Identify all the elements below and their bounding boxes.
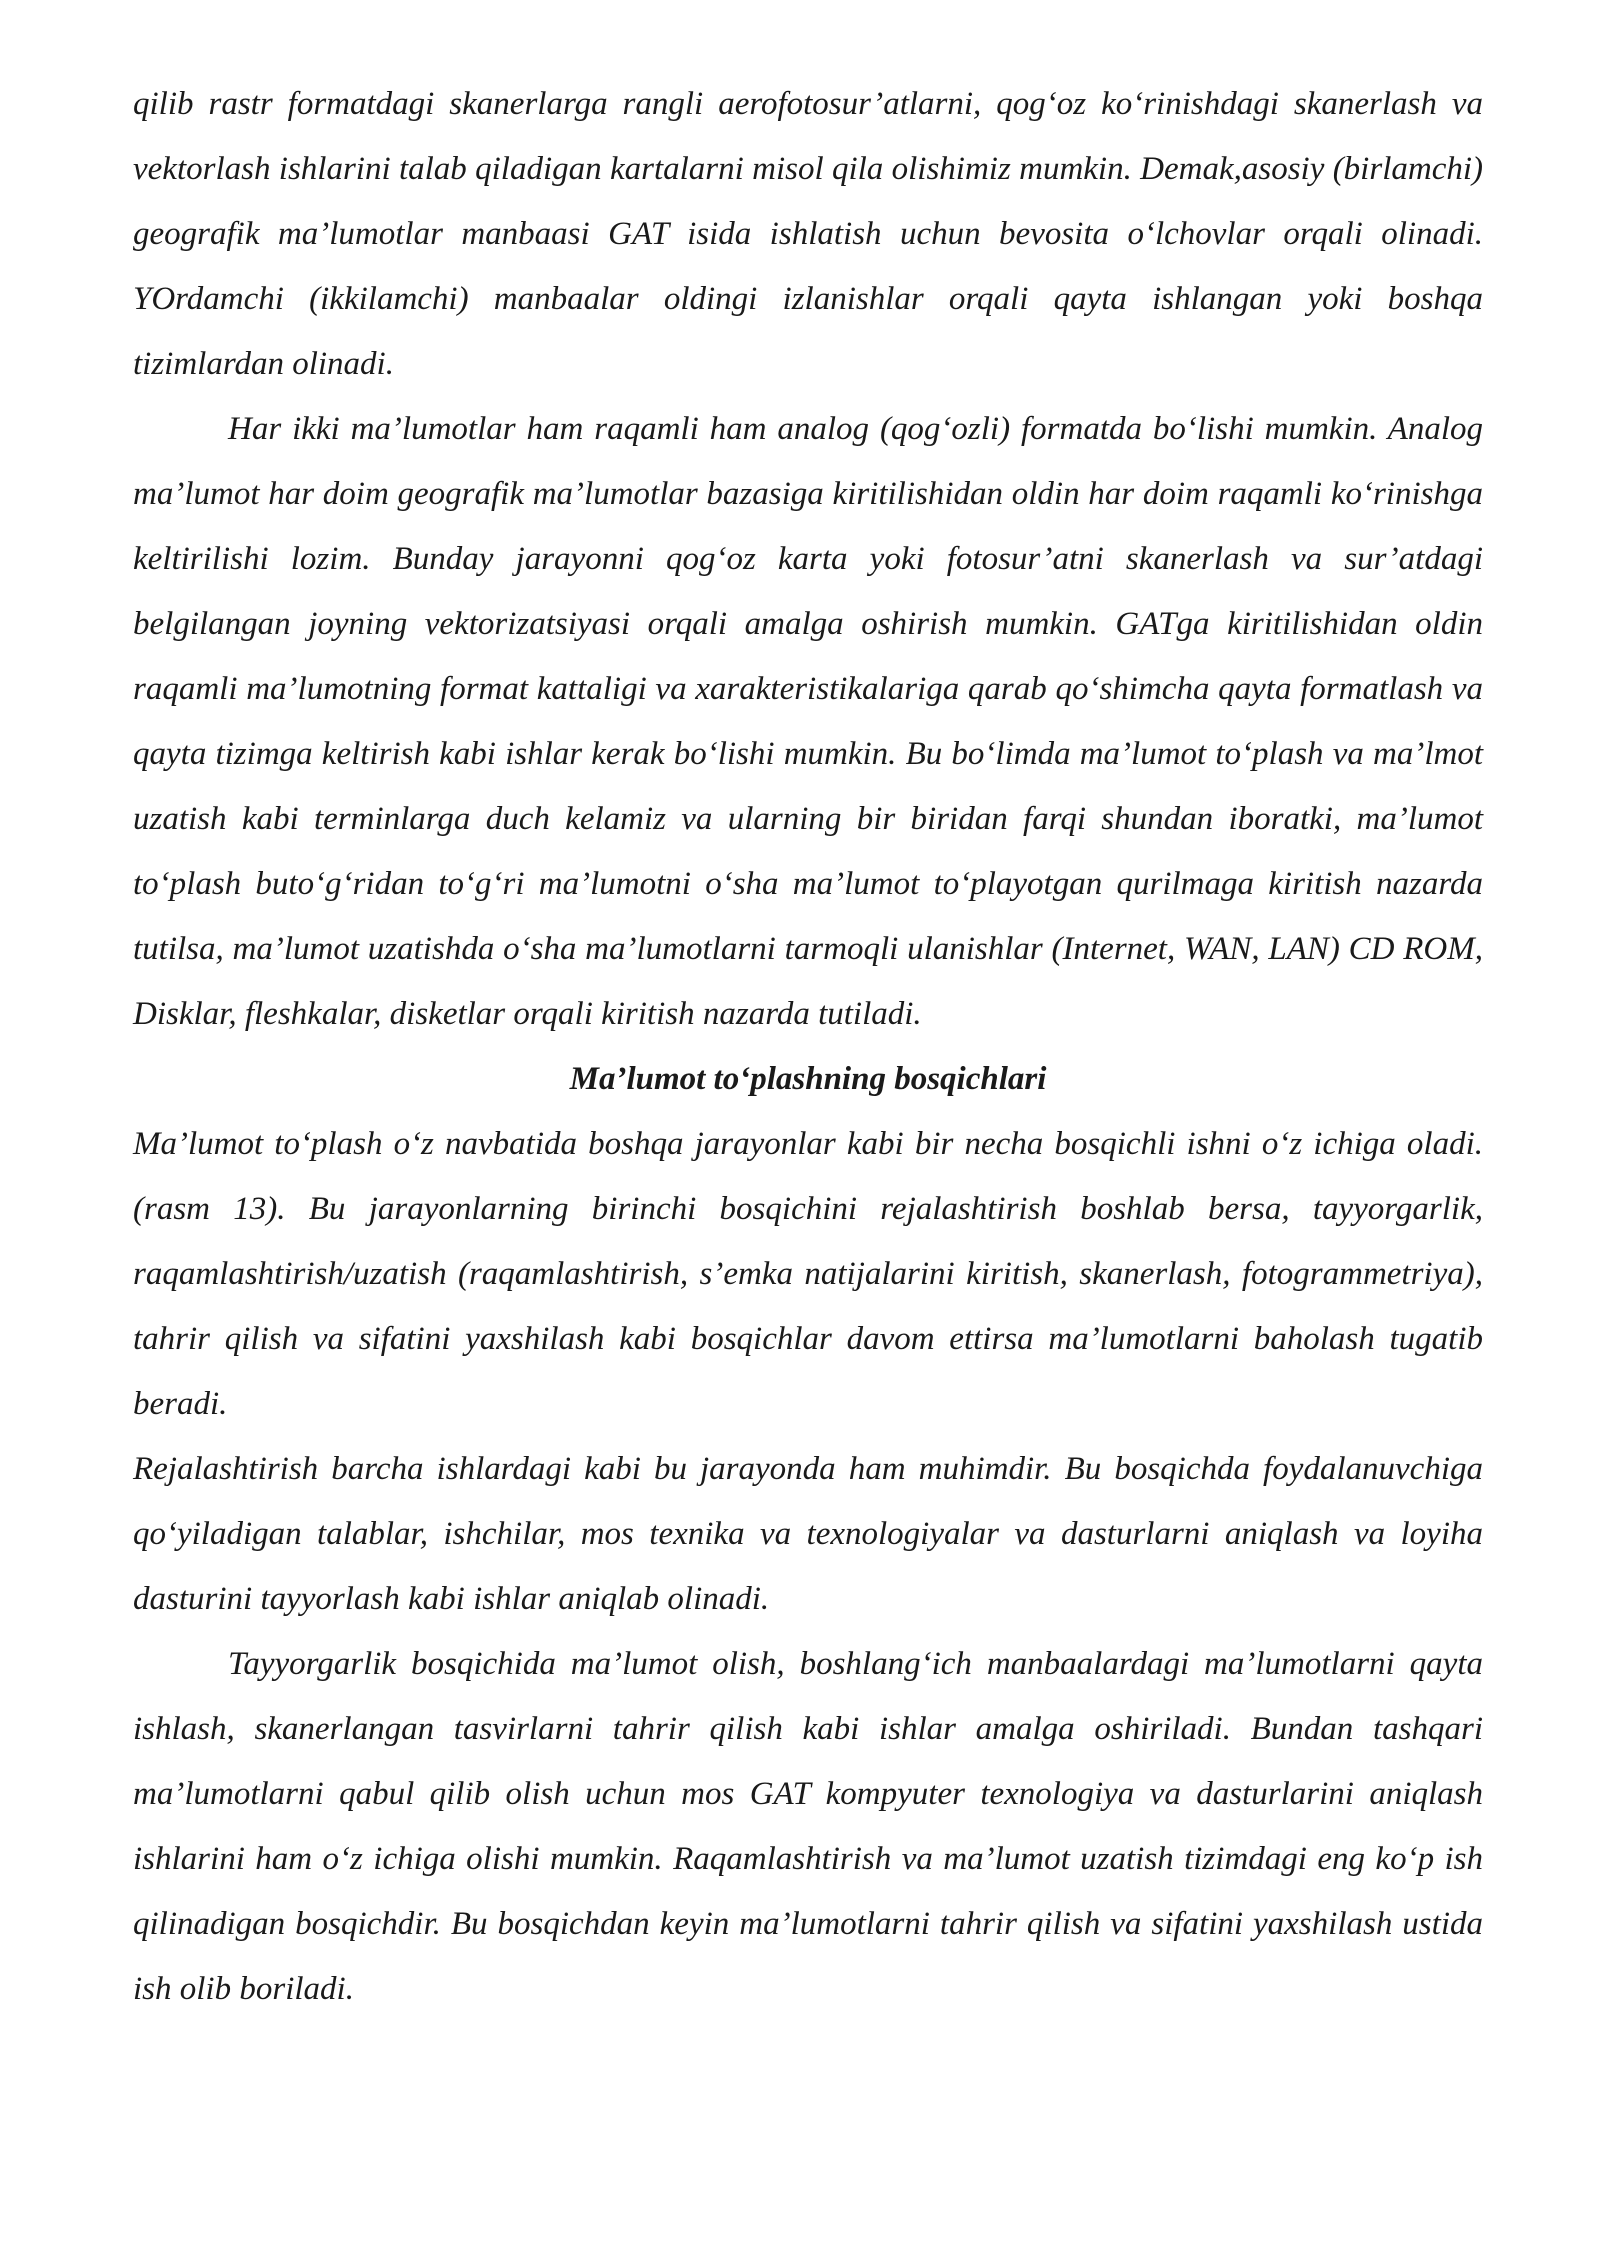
paragraph-2: Har ikki ma’lumotlar ham raqamli ham analog (qog‘ozli) formatda bo‘lishi mumkin. Analog ma’lumot har doim geografik ma’lumotlar bazasiga kiritilishidan oldin har doim raqamli ko‘rinishga keltirilishi lozim. Bunday jarayonni qog‘oz karta yoki fotosur’atni skanerlash va sur’atdagi belgilangan joyning vektorizatsiyasi orqali amalga oshirish mumkin. GATga kiritilishidan oldin raqamli ma’lumotning format kattaligi va xarakteristikalariga qarab qo‘shimcha qayta formatlash va qayta tizimga keltirish kabi ishlar kerak bo‘lishi mumkin. Bu bo‘limda ma’lumot to‘plash va ma’lmot uzatish kabi terminlarga duch kelamiz va ularning bir biridan farqi shundan iboratki, ma’lumot to‘plash buto‘g‘ridan to‘g‘ri ma’lumotni o‘sha ma’lumot to‘playotgan qurilmaga kiritish nazarda tutilsa, ma’lumot uzatishda o‘sha ma’lumotlarni tarmoqli ulanishlar (Internet, WAN, LAN) CD ROM, Disklar, fleshkalar, disketlar orqali kiritish nazarda tutiladi. (133, 411, 1483, 1032)
section-heading: Ma’lumot to‘plashning bosqichlari (569, 1061, 1047, 1097)
paragraph-1: qilib rastr formatdagi skanerlarga rangli aerofotosur’atlarni, qog‘oz ko‘rinishdagi skanerlash va vektorlash ishlarini talab qiladigan kartalarni misol qila olishimiz mumkin. Demak,asosiy (birlamchi) geografik ma’lumotlar manbaasi GAT isida ishlatish uchun bevosita o‘lchovlar orqali olinadi. YOrdamchi (ikkilamchi) manbaalar oldingi izlanishlar orqali qayta ishlangan yoki boshqa tizimlardan olinadi. (133, 86, 1483, 382)
document-page (133, 72, 1483, 2022)
paragraph-4: Rejalashtirish barcha ishlardagi kabi bu jarayonda ham muhimdir. Bu bosqichda foydalanuvchiga qo‘yiladigan talablar, ishchilar, mos texnika va texnologiyalar va dasturlarni aniqlash va loyiha dasturini tayyorlash kabi ishlar aniqlab olinadi. (133, 1451, 1483, 1617)
paragraph-5: Tayyorgarlik bosqichida ma’lumot olish, boshlang‘ich manbaalardagi ma’lumotlarni qayta ishlash, skanerlangan tasvirlarni tahrir qilish kabi ishlar amalga oshiriladi. Bundan tashqari ma’lumotlarni qabul qilib olish uchun mos GAT kompyuter texnologiya va dasturlarini aniqlash ishlarini ham o‘z ichiga olishi mumkin. Raqamlashtirish va ma’lumot uzatish tizimdagi eng ko‘p ish qilinadigan bosqichdir. Bu bosqichdan keyin ma’lumotlarni tahrir qilish va sifatini yaxshilash ustida ish olib boriladi. (133, 1646, 1483, 2007)
paragraph-3: Ma’lumot to‘plash o‘z navbatida boshqa jarayonlar kabi bir necha bosqichli ishni o‘z ichiga oladi. (rasm 13). Bu jarayonlarning birinchi bosqichini rejalashtirish boshlab bersa, tayyorgarlik, raqamlashtirish/uzatish (raqamlashtirish, s’emka natijalarini kiritish, skanerlash, fotogrammetriya), tahrir qilish va sifatini yaxshilash kabi bosqichlar davom ettirsa ma’lumotlarni baholash tugatib beradi. (133, 1126, 1483, 1422)
